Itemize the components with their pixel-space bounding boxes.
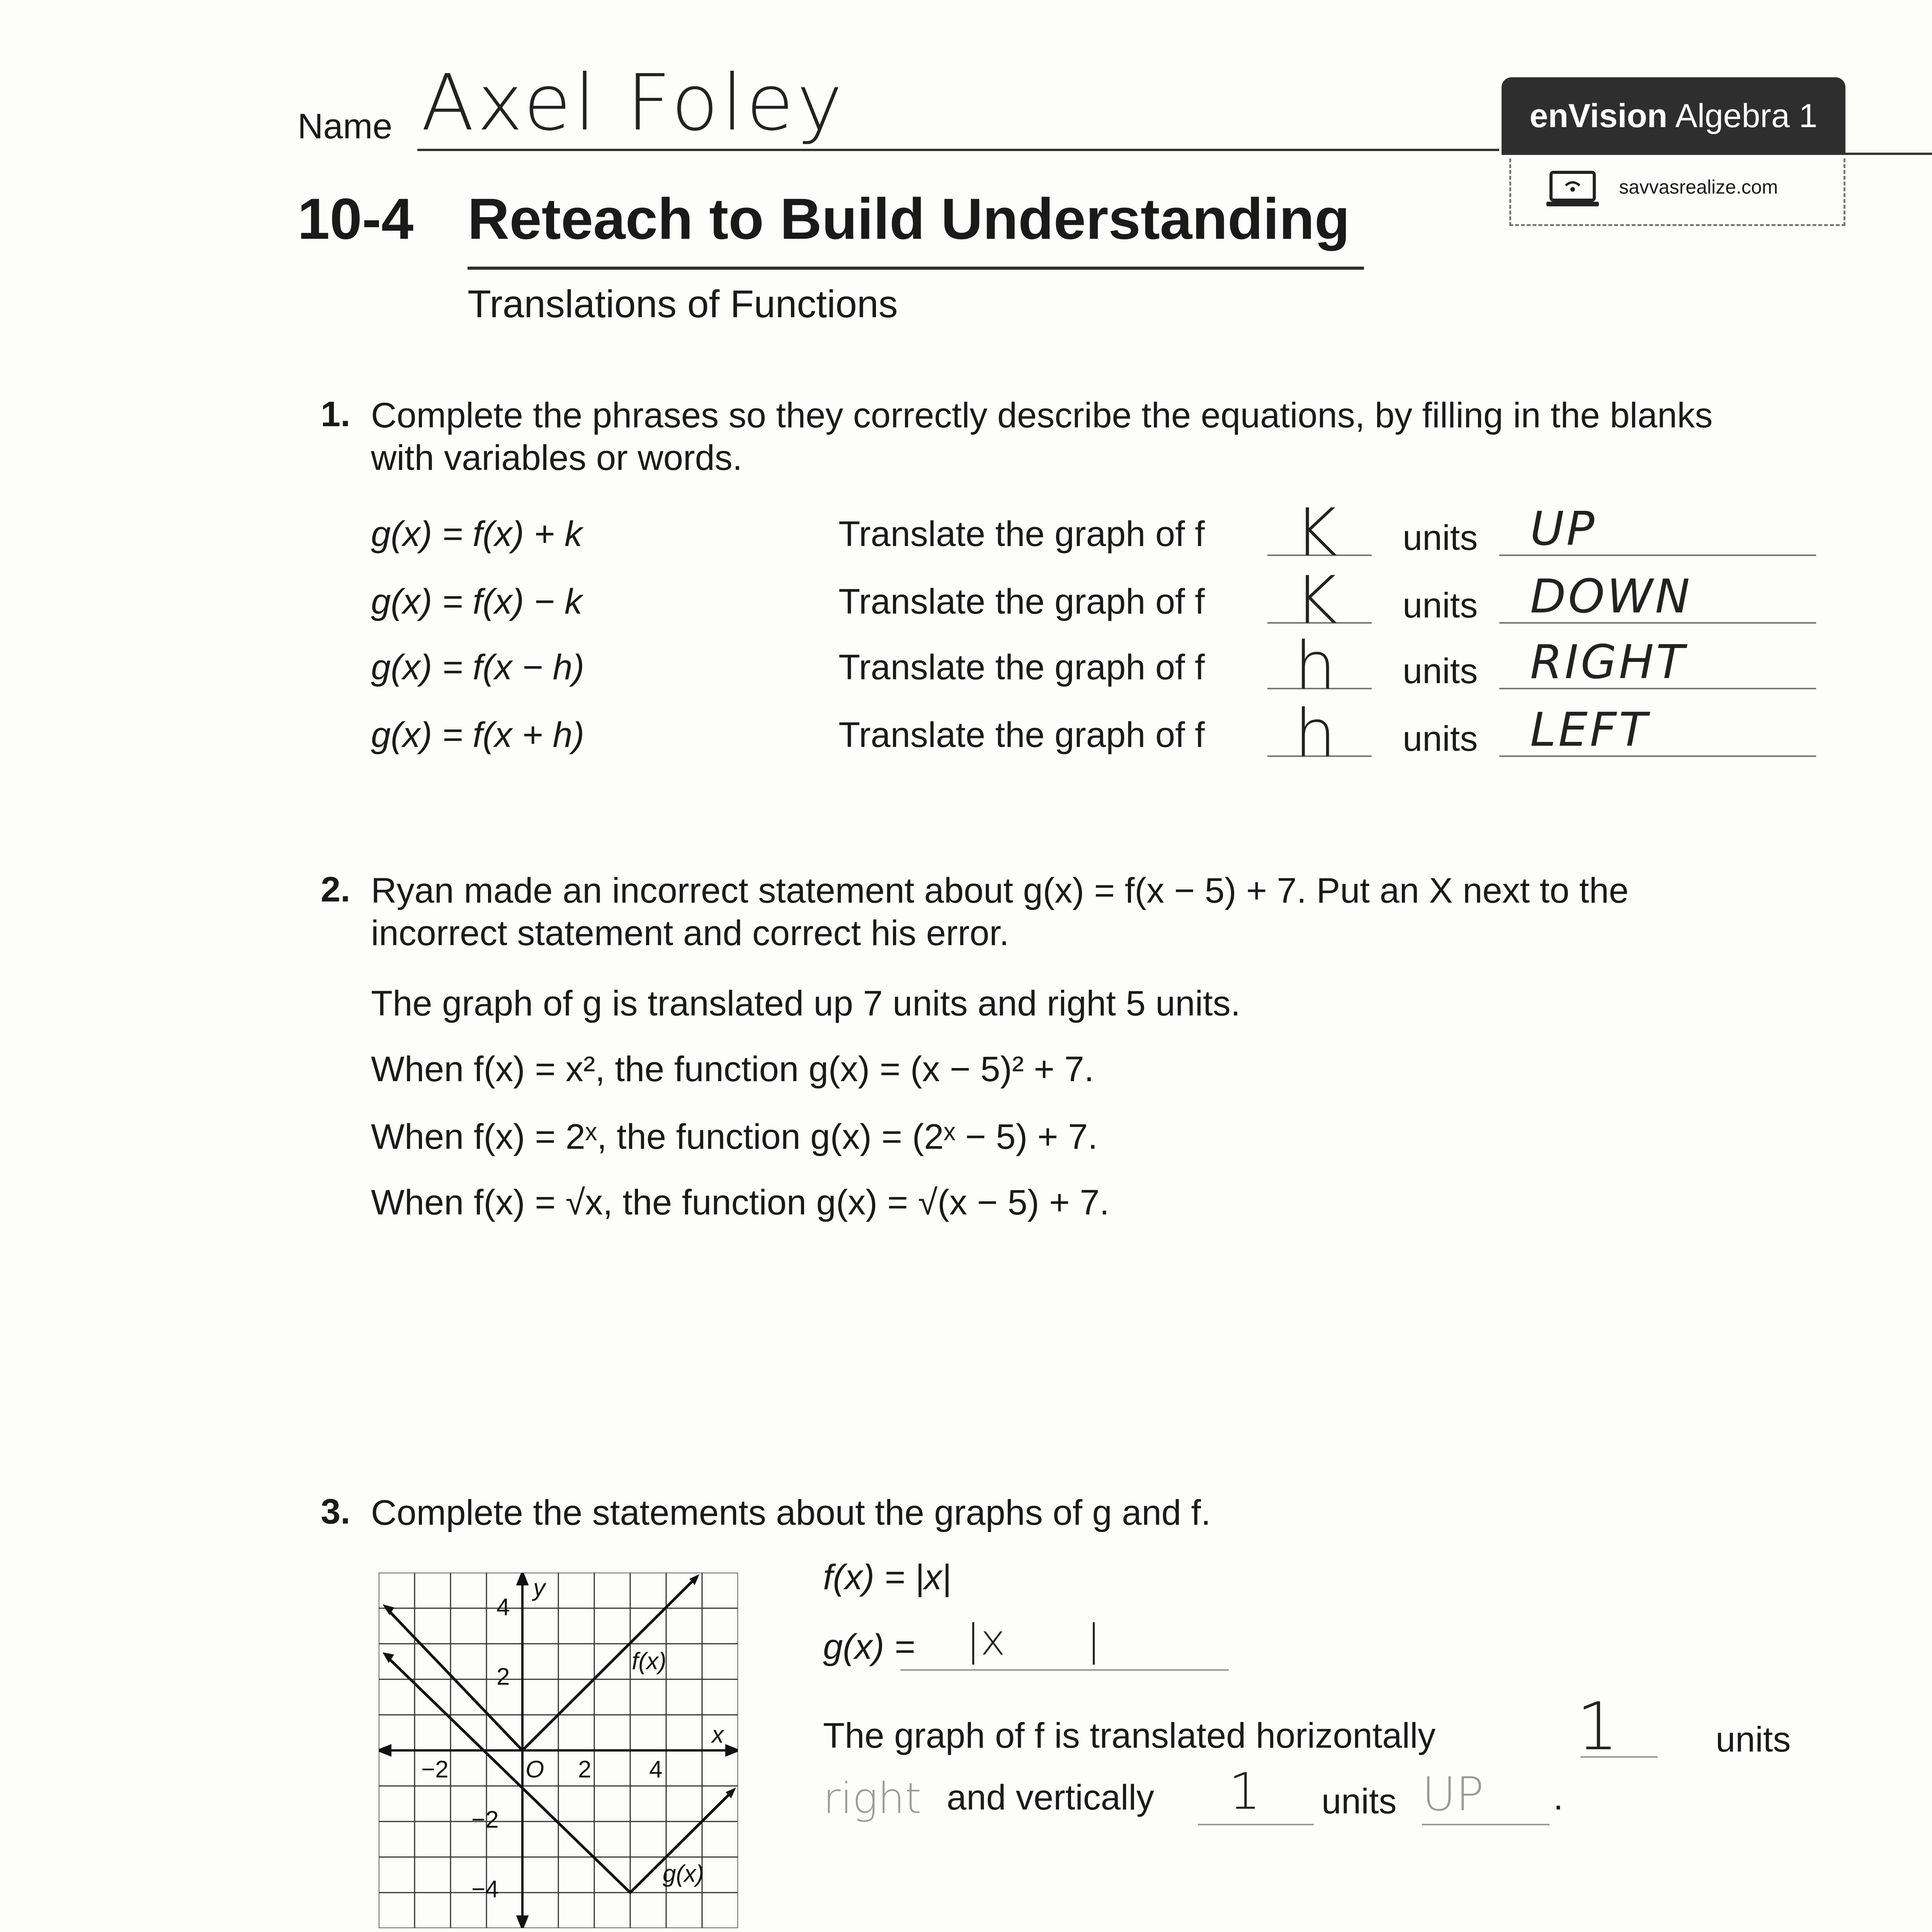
vertical-direction-answer[interactable]: UP [1422,1768,1484,1821]
lesson-subtitle: Translations of Functions [468,282,898,326]
vertical-direction-blank [1422,1824,1549,1825]
f-definition: f(x) = |x| [823,1558,951,1597]
q1-number: 1. [321,395,350,434]
name-line [417,149,1499,151]
amount-answer[interactable]: K [1294,562,1338,639]
title-rule [468,267,1364,270]
amount-answer[interactable]: h [1294,628,1336,704]
q1-phrase: Translate the graph of f [838,514,1205,554]
amount-answer[interactable]: K [1294,495,1338,571]
units-label: units [1403,651,1478,691]
horizontal-direction-answer[interactable]: right [823,1774,922,1823]
q1-equation: g(x) = f(x) + k [371,514,582,554]
x-tick-label: 4 [649,1756,663,1783]
q3-prompt: Complete the statements about the graphs of g and f. [371,1493,1211,1532]
name-label: Name [298,107,393,146]
units-label: units [1403,586,1478,625]
q2-number: 2. [321,870,350,909]
website-url[interactable]: savvasrealize.com [1619,176,1778,198]
y-tick-label: 4 [497,1594,510,1621]
g-curve-label: g(x) [663,1861,704,1887]
direction-answer[interactable]: UP [1530,502,1597,556]
brand-strong: enVision [1529,97,1668,134]
q2-prompt: Ryan made an incorrect statement about g(x) = f(x − 5) + 7. Put an X next to the incorrect statement and correct his error. [371,871,1629,953]
q2-statement[interactable]: When f(x) = √x, the function g(x) = √(x − 5) + 7. [371,1183,1110,1222]
units-label: units [1403,719,1478,759]
q1-row [371,696,1839,772]
f-curve-label: f(x) [632,1648,667,1675]
q1-equation: g(x) = f(x) − k [371,582,582,621]
direction-answer[interactable]: DOWN [1530,570,1692,624]
brand-badge [1502,77,1845,155]
q1-equation: g(x) = f(x + h) [371,715,585,755]
y-tick-label: −4 [471,1876,499,1903]
g-blank [900,1669,1229,1671]
q1-phrase: Translate the graph of f [838,648,1205,687]
horizontal-amount-answer[interactable]: 1 [1577,1689,1619,1765]
x-axis-label: x [712,1721,724,1748]
x-tick-label: 2 [578,1756,592,1783]
brand-rest: Algebra 1 [1675,97,1818,134]
period: . [1553,1778,1563,1817]
q1-row [371,495,1839,571]
q2-statement[interactable]: The graph of g is translated up 7 units and right 5 units. [371,984,1241,1023]
y-tick-label: 2 [497,1663,510,1690]
x-tick-label: −2 [421,1756,449,1783]
x-tick-label: O [526,1756,544,1783]
y-tick-label: −2 [471,1806,499,1833]
q2-statement[interactable]: When f(x) = x², the function g(x) = (x − 5)² + 7. [371,1049,1094,1089]
q3-statement-2: and vertically [947,1778,1154,1817]
units-label: units [1403,518,1478,558]
laptop-icon [1546,170,1600,209]
q1-row [371,562,1839,639]
q1-equation: g(x) = f(x − h) [371,648,585,687]
q3-statement-1: The graph of f is translated horizontally [823,1716,1436,1755]
brand-rule [1502,153,1932,155]
direction-answer[interactable]: LEFT [1530,703,1650,757]
direction-answer[interactable]: RIGHT [1530,636,1687,689]
q1-phrase: Translate the graph of f [838,715,1205,755]
q1-prompt: Complete the phrases so they correctly describe the equations, by filling in the blanks with variables or words. [371,396,1713,478]
student-name[interactable]: Axel Foley [421,58,846,148]
q1-row [371,628,1839,704]
units-label: units [1716,1720,1791,1759]
g-answer[interactable]: |x | [966,1615,1101,1665]
amount-answer[interactable]: h [1294,696,1336,772]
vertical-amount-answer[interactable]: 1 [1229,1762,1261,1821]
q1-phrase: Translate the graph of f [838,582,1205,621]
coordinate-graph [379,1573,738,1928]
q2-statement[interactable]: When f(x) = 2ˣ, the function g(x) = (2ˣ − 5) + 7. [371,1117,1098,1156]
units-label: units [1321,1782,1397,1821]
g-prefix: g(x) = [823,1627,915,1667]
y-axis-label: y [533,1575,545,1601]
lesson-title: Reteach to Build Understanding [468,186,1350,251]
lesson-number: 10-4 [298,186,414,251]
q3-number: 3. [321,1492,350,1531]
vertical-amount-blank [1198,1824,1314,1825]
